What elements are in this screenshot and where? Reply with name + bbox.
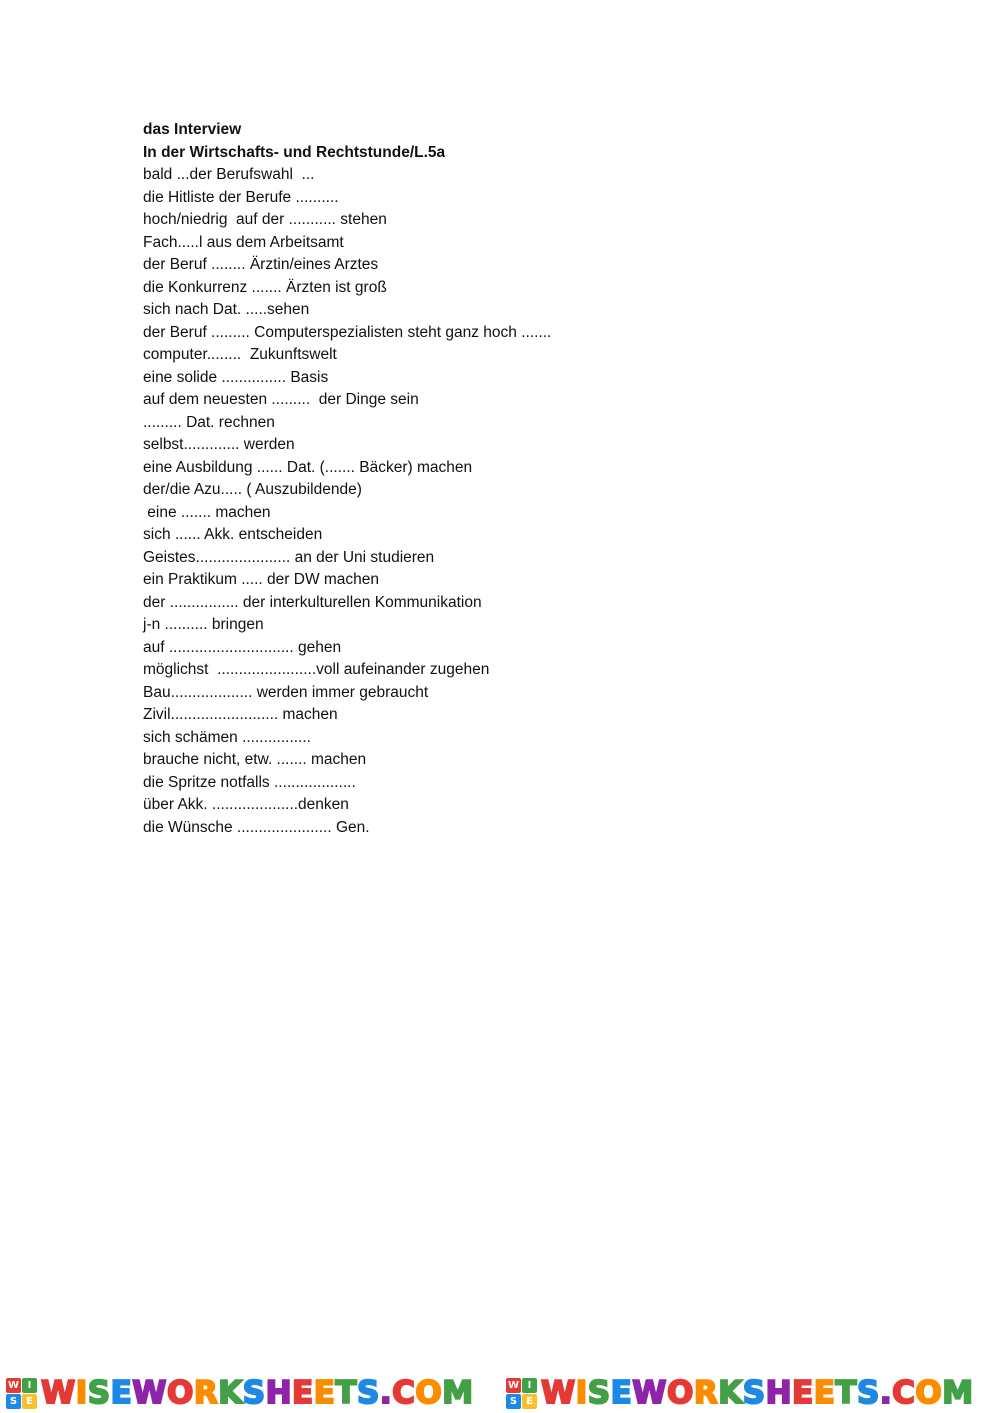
exercise-line: Fach.....l aus dem Arbeitsamt	[143, 233, 344, 251]
exercise-line: eine solide ............... Basis	[143, 368, 329, 386]
exercise-line: sich ...... Akk. entscheiden	[143, 526, 323, 543]
brand-letter: R	[693, 1375, 719, 1411]
exercise-line: über Akk. ....................denken	[143, 796, 349, 813]
exercise-line: Geistes...................... an der Uni studieren	[143, 548, 435, 566]
brand-letter: E	[292, 1375, 314, 1411]
brand-letter: S	[742, 1375, 766, 1411]
brand-letter: E	[610, 1375, 633, 1411]
exercise-line: selbst............. werden	[143, 436, 295, 453]
exercise-line: Bau................... werden immer gebraucht	[143, 683, 429, 701]
exercise-line: computer........ Zukunftswelt	[143, 346, 337, 363]
brand-letter: W	[632, 1375, 667, 1411]
brand-letter: W	[41, 1375, 76, 1411]
logo-letter: E	[22, 1394, 37, 1409]
brand-letter: S	[357, 1375, 380, 1411]
brand-logo-icon	[6, 1378, 37, 1409]
exercise-line: eine Ausbildung ...... Dat. (....... Bäcker) machen	[143, 458, 473, 476]
brand-letter: M	[442, 1375, 474, 1411]
exercise-line: der/die Azu..... ( Auszubildende)	[143, 481, 362, 498]
brand-letter: C	[392, 1375, 416, 1411]
brand-letter: E	[110, 1375, 133, 1411]
logo-letter: W	[7, 1379, 20, 1391]
brand-letter: S	[587, 1375, 611, 1411]
brand-letter: H	[765, 1375, 793, 1411]
exercise-line: brauche nicht, etw. ....... machen	[143, 751, 367, 768]
brand-letter: S	[87, 1375, 111, 1411]
exercise-line: ......... Dat. rechnen	[143, 413, 275, 431]
brand-letter: W	[132, 1375, 167, 1411]
brand-letter: E	[792, 1375, 814, 1411]
brand-letter: S	[242, 1375, 266, 1411]
brand-letter: .	[879, 1375, 893, 1411]
exercise-line: eine ....... machen	[143, 503, 271, 521]
brand-letter: K	[218, 1375, 243, 1411]
logo-letter: I	[22, 1378, 37, 1393]
logo-letter: S	[506, 1394, 521, 1409]
footer-watermark	[0, 1373, 1000, 1413]
brand-letter: C	[892, 1375, 916, 1411]
exercise-line: ein Praktikum ..... der DW machen	[143, 571, 380, 588]
brand-logo-icon	[506, 1378, 537, 1409]
exercise-line: bald ...der Berufswahl ...	[143, 166, 315, 183]
brand-text	[541, 1376, 974, 1410]
exercise-lines	[143, 164, 903, 839]
brand-letter: K	[718, 1375, 743, 1411]
exercise-line: der Beruf ........ Ärztin/eines Arztes	[143, 256, 379, 273]
brand-letter: O	[166, 1375, 194, 1411]
logo-letter: S	[6, 1394, 21, 1409]
brand-text	[41, 1376, 474, 1410]
exercise-line: j-n .......... bringen	[143, 616, 264, 633]
brand-watermark-2	[500, 1376, 1000, 1410]
brand-letter: M	[942, 1375, 974, 1411]
logo-letter: E	[522, 1394, 537, 1409]
exercise-line: hoch/niedrig auf der ........... stehen	[143, 211, 387, 228]
brand-letter: E	[313, 1375, 336, 1411]
brand-letter: I	[575, 1375, 588, 1411]
brand-letter: O	[666, 1375, 694, 1411]
brand-watermark-1	[0, 1376, 500, 1410]
exercise-line: Zivil......................... machen	[143, 706, 338, 723]
exercise-line: die Wünsche ...................... Gen.	[143, 818, 370, 836]
logo-letter: W	[507, 1379, 520, 1391]
exercise-line: sich schämen ................	[143, 728, 311, 746]
brand-letter: T	[335, 1375, 358, 1411]
brand-letter: W	[541, 1375, 576, 1411]
exercise-line: möglichst .......................voll aufeinander zugehen	[143, 661, 490, 678]
exercise-line: der ................ der interkulturellen Kommunikation	[143, 593, 482, 611]
brand-letter: E	[813, 1375, 836, 1411]
brand-letter: S	[857, 1375, 880, 1411]
logo-letter: I	[522, 1378, 537, 1393]
worksheet-document	[143, 119, 903, 839]
exercise-line: die Hitliste der Berufe ..........	[143, 188, 339, 206]
document-title: das Interview	[143, 121, 242, 138]
brand-letter: H	[265, 1375, 293, 1411]
brand-letter: .	[379, 1375, 393, 1411]
document-subtitle: In der Wirtschafts- und Rechtstunde/L.5a	[143, 143, 446, 161]
exercise-line: auf ............................. gehen	[143, 638, 342, 656]
exercise-line: auf dem neuesten ......... der Dinge sein	[143, 391, 419, 408]
brand-letter: T	[835, 1375, 858, 1411]
exercise-line: sich nach Dat. .....sehen	[143, 301, 310, 318]
brand-letter: O	[915, 1375, 943, 1411]
brand-letter: R	[193, 1375, 219, 1411]
brand-letter: O	[415, 1375, 443, 1411]
brand-letter: I	[75, 1375, 88, 1411]
exercise-line: der Beruf ......... Computerspezialisten steht ganz hoch .......	[143, 323, 552, 341]
exercise-line: die Konkurrenz ....... Ärzten ist groß	[143, 278, 387, 296]
exercise-line: die Spritze notfalls ...................	[143, 773, 356, 791]
